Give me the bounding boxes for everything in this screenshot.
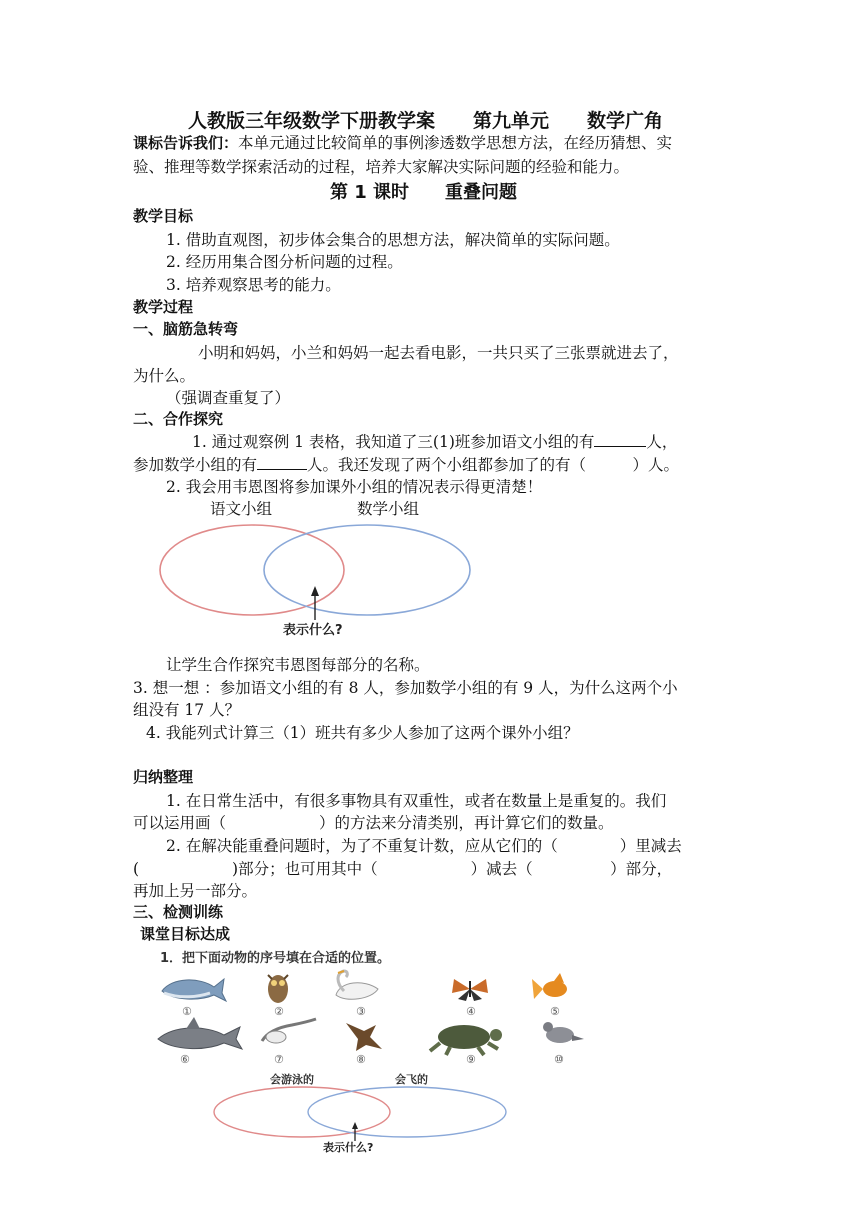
animal-number-3: ③	[356, 1005, 366, 1018]
venn-circle-swim	[214, 1087, 390, 1137]
section2-heading: 二、合作探究	[133, 410, 224, 428]
q1-text-a: 1. 通过观察例 1 表格，我知道了三(1)班参加语文小组的有	[192, 433, 595, 451]
venn1-caption: 表示什么?	[283, 623, 343, 638]
blank-math-count[interactable]	[257, 455, 307, 470]
section3-sub: 课堂目标达成	[140, 925, 231, 943]
process-heading: 教学过程	[133, 298, 194, 316]
goal-item-2: 2. 经历用集合图分析问题的过程。	[166, 253, 403, 271]
section1-line-2: 为什么。	[133, 367, 196, 385]
venn2-label-right: 会飞的	[395, 1073, 428, 1086]
venn-circle-math	[264, 525, 470, 615]
venn1-label-left: 语文小组	[210, 500, 273, 518]
standard-label: 课标告诉我们：	[133, 134, 239, 152]
summary-heading: 归纳整理	[133, 768, 194, 786]
turtle-icon	[430, 1025, 502, 1055]
standard-line-1	[133, 131, 672, 153]
document-title: 人教版三年级数学下册教学案 第九单元 数学广角	[188, 110, 664, 132]
animal-number-5: ⑤	[550, 1005, 560, 1018]
section1-line-3: （强调查重复了）	[166, 389, 291, 407]
goal-item-3: 3. 培养观察思考的能力。	[166, 276, 341, 294]
summary-p1-line-2: 可以运用画（ ）的方法来分清类别，再计算它们的数量。	[133, 814, 614, 832]
venn-pointer-arrow	[311, 586, 319, 596]
venn1-label-right: 数学小组	[357, 500, 420, 518]
shark-icon	[158, 1017, 242, 1049]
venn-circle-chinese	[160, 525, 344, 615]
owl-icon	[268, 975, 288, 1003]
venn-circle-fly	[308, 1087, 506, 1137]
animal-number-8: ⑧	[356, 1053, 366, 1065]
lesson-title: 第 1 课时 重叠问题	[330, 182, 518, 203]
goal-item-1: 1. 借助直观图，初步体会集合的思想方法，解决简单的实际问题。	[166, 231, 620, 249]
eagle-icon	[346, 1023, 382, 1051]
q1-line-1	[192, 430, 677, 452]
animal-number-4: ④	[466, 1005, 476, 1018]
q2-text: 2. 我会用韦恩图将参加课外小组的情况表示得更清楚！	[166, 478, 543, 496]
summary-p2-line-2: ( )部分；也可用其中（ ）减去（ ）部分，	[133, 860, 673, 878]
q4-text: 4. 我能列式计算三（1）班共有多少人参加了这两个课外小组？	[146, 724, 579, 742]
venn2-label-left: 会游泳的	[270, 1073, 314, 1086]
section1-line-1: 小明和妈妈，小兰和妈妈一起去看电影，一共只买了三张票就进去了，	[198, 344, 679, 362]
animal-number-7: ⑦	[274, 1053, 284, 1065]
q1-text-d: 人。我还发现了两个小组都参加了的有（ ）人。	[307, 456, 680, 474]
goals-heading: 教学目标	[133, 207, 194, 225]
q1-text-c: 参加数学小组的有	[133, 456, 258, 474]
venn-diagram-groups	[155, 520, 485, 645]
swan-icon	[336, 971, 378, 999]
venn2-caption: 表示什么?	[323, 1141, 374, 1154]
summary-p1-line-1: 1. 在日常生活中，有很多事物具有双重性，或者在数量上是重复的。我们	[166, 792, 667, 810]
animal-number-6: ⑥	[180, 1053, 190, 1065]
standard-line-2: 验、推理等数学探索活动的过程，培养大家解决实际问题的经验和能力。	[133, 158, 630, 176]
section3-heading: 三、检测训练	[133, 903, 224, 921]
exercise-title: 1．把下面动物的序号填在合适的位置。	[160, 951, 391, 966]
animal-number-1: ①	[182, 1005, 192, 1018]
seagull-icon	[262, 1019, 316, 1043]
animal-number-10: ⑩	[554, 1053, 564, 1065]
whale-icon	[162, 979, 226, 1001]
pigeon-icon	[543, 1022, 584, 1043]
goldfish-icon	[532, 973, 567, 999]
animal-number-2: ②	[274, 1005, 284, 1018]
q3-line-1: 3. 想一想 ：参加语文小组的有 8 人，参加数学小组的有 9 人，为什么这两个小	[133, 679, 678, 697]
section1-heading: 一、脑筋急转弯	[133, 320, 239, 338]
animal-number-9: ⑨	[466, 1053, 476, 1065]
after-venn-text: 让学生合作探究韦恩图每部分的名称。	[166, 656, 430, 674]
animals-figure	[150, 965, 590, 1065]
summary-p2-line-1: 2. 在解决能重叠问题时，为了不重复计数，应从它们的（ ）里减去	[166, 837, 682, 855]
butterfly-icon	[452, 979, 488, 1001]
blank-chinese-count[interactable]	[594, 432, 646, 447]
q1-text-b: 人，	[646, 433, 678, 451]
q1-line-2	[133, 453, 679, 475]
standard-text-1: 本单元通过比较简单的事例渗透数学思想方法，在经历猜想、实	[238, 134, 673, 152]
summary-p2-line-3: 再加上另一部分。	[133, 882, 258, 900]
venn2-pointer-arrow	[352, 1122, 358, 1129]
q3-line-2: 组没有 17 人？	[133, 701, 241, 719]
venn-diagram-animals	[205, 1085, 525, 1155]
